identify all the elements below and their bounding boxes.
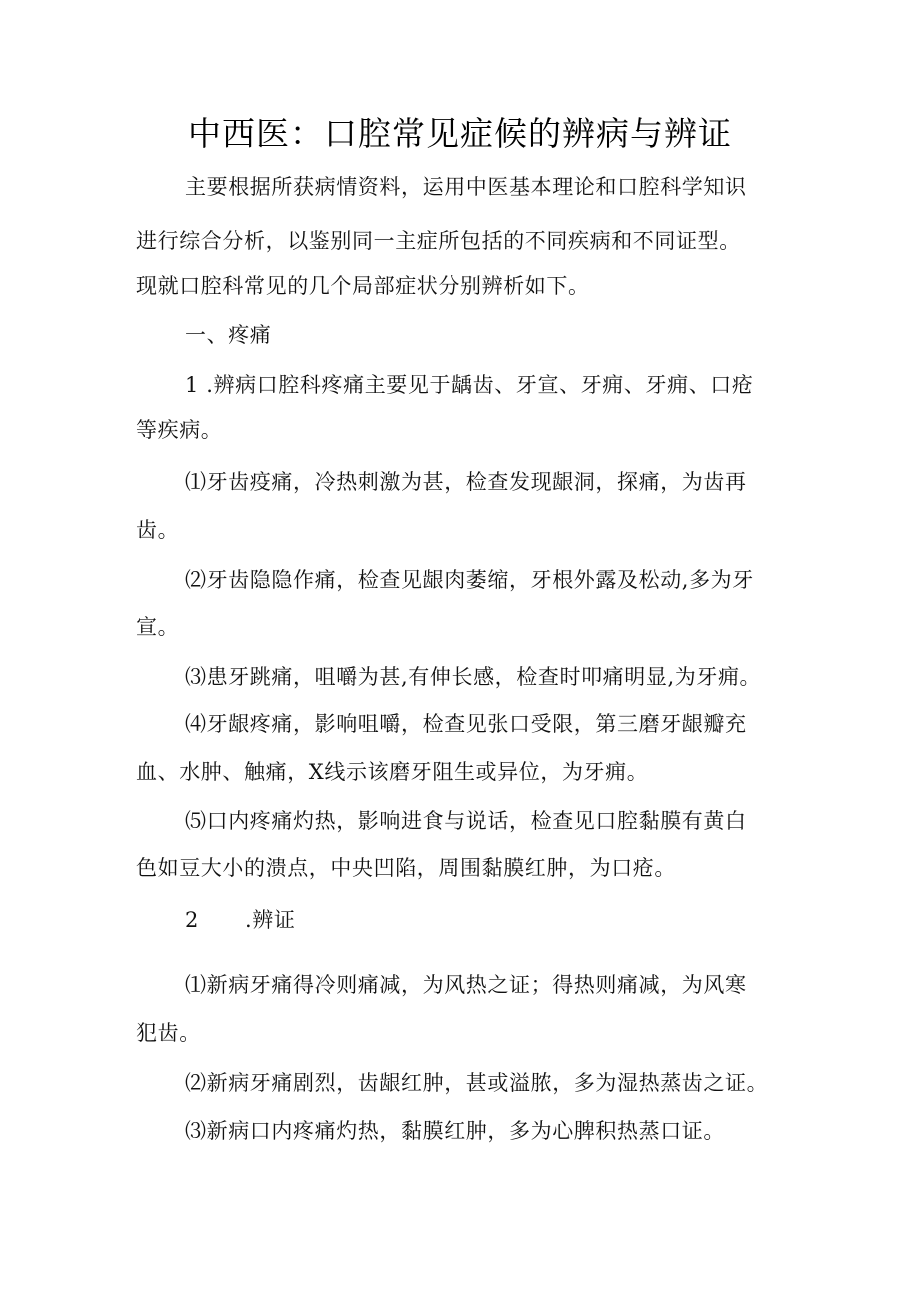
bianbing-item-1-line-2: 齿。	[136, 518, 180, 542]
bianbing-item-2-line-2: 宣。	[136, 615, 180, 639]
subsection-bianzheng-label: .辨证	[245, 908, 296, 932]
document-title: 中西医：口腔常见症候的辨病与辨证	[188, 114, 732, 153]
subsection-bianbing-line-1: 1 .辨病口腔科疼痛主要见于龋齿、牙宣、牙痈、牙痈、口疮	[185, 373, 754, 397]
bianbing-item-2-line-1: ⑵牙齿隐隐作痛，检查见龈肉萎缩，牙根外露及松动,多为牙	[185, 568, 754, 592]
bianbing-item-3-line-1: ⑶患牙跳痛，咀嚼为甚,有伸长感，检查时叩痛明显,为牙痈。	[185, 665, 762, 689]
bianzheng-item-1-line-2: 犯齿。	[136, 1021, 201, 1045]
bianbing-item-4-line-2: 血、水肿、触痛，X线示该磨牙阻生或异位，为牙痈。	[136, 760, 649, 784]
subsection-bianzheng-number: 2	[185, 908, 199, 932]
bianbing-item-1-line-1: ⑴牙齿疫痛，冷热刺激为甚，检查发现龈洞，探痛，为齿再	[185, 470, 747, 494]
bianzheng-item-3-line-1: ⑶新病口内疼痛灼热，黏膜红肿，多为心脾积热蒸口证。	[185, 1119, 725, 1143]
section-heading-pain: 一、疼痛	[185, 323, 272, 347]
bianbing-item-5-line-2: 色如豆大小的溃点，中央凹陷，周围黏膜红肿，为口疮。	[136, 856, 676, 880]
bianzheng-item-1-line-1: ⑴新病牙痛得冷则痛减，为风热之证；得热则痛减，为风寒	[185, 973, 747, 997]
bianzheng-item-2-line-1: ⑵新病牙痛剧烈，齿龈红肿，甚或溢脓，多为湿热蒸齿之证。	[185, 1071, 769, 1095]
intro-line-3: 现就口腔科常见的几个局部症状分别辨析如下。	[136, 274, 590, 298]
subsection-bianbing-line-2: 等疾病。	[136, 418, 223, 442]
intro-line-2: 进行综合分析，以鉴别同一主症所包括的不同疾病和不同证型。	[136, 229, 741, 253]
intro-line-1: 主要根据所获病情资料，运用中医基本理论和口腔科学知识	[185, 175, 747, 199]
bianbing-item-4-line-1: ⑷牙龈疼痛，影响咀嚼，检查见张口受限，第三磨牙龈瓣充	[185, 712, 747, 736]
bianbing-item-5-line-1: ⑸口内疼痛灼热，影响进食与说话，检查见口腔黏膜有黄白	[185, 809, 747, 833]
